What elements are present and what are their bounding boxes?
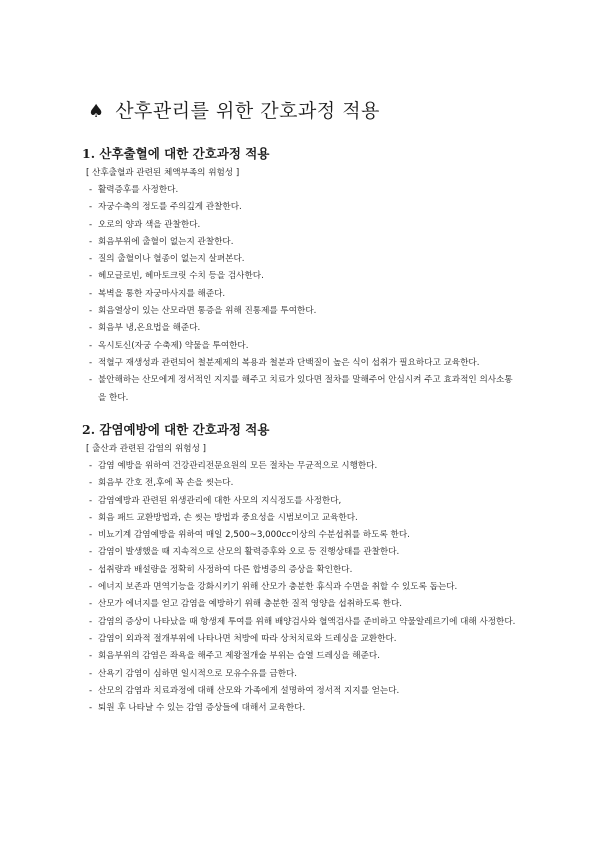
list-item: - 적혈구 재생성과 관련되어 철분제제의 복용과 철분과 단백질이 높은 식이 섭취가 필요하다고 교육한다. xyxy=(82,355,522,372)
list-item: - 오로의 양과 색을 관찰한다. xyxy=(82,217,522,234)
list-item: - 옥시토신(자궁 수축제) 약물을 투여한다. xyxy=(82,338,522,355)
list-item: - 감염의 증상이 나타났을 때 항생제 투여를 위해 배양검사와 혈액검사를 준비하고 약물알레르기에 대해 사정한다. xyxy=(82,614,522,631)
list-item: - 감염이 외과적 절개부위에 나타나면 처방에 따라 상처치료와 드레싱을 교환한다. xyxy=(82,631,522,648)
page-title-text: 산후관리를 위한 간호과정 적용 xyxy=(115,100,380,122)
page-title xyxy=(88,96,380,123)
list-item: - 감염예방과 관련된 위생관리에 대한 사모의 지식정도를 사정한다, xyxy=(82,493,522,510)
list-item: - 산모가 에너지를 얻고 감염을 예방하기 위해 충분한 질적 영양을 섭취하도록 한다. xyxy=(82,596,522,613)
section-infection-prevention xyxy=(82,419,522,717)
list-item: - 비뇨기계 감염예방을 위하여 매일 2,500~3,000cc이상의 수분섭취를 하도록 한다. xyxy=(82,527,522,544)
list-item: - 회음부위에 출혈이 없는지 관찰한다. xyxy=(82,234,522,251)
spade-icon: ♠ xyxy=(88,101,105,122)
list-item: - 회음부 간호 전,후에 꼭 손을 씻는다. xyxy=(82,475,522,492)
list-item: - 회음부위의 감염은 좌욕을 해주고 제왕절개술 부위는 습열 드레싱을 해준다. xyxy=(82,648,522,665)
section-subheading: [ 출산과 관련된 감염의 위험성 ] xyxy=(86,444,206,454)
list-item: - 질의 출혈이나 혈종이 없는지 살펴본다. xyxy=(82,251,522,268)
list-item: - 복벽을 통한 자궁마사지를 해준다. xyxy=(82,286,522,303)
list-item: - 산모의 감염과 치료과정에 대해 산모와 가족에게 설명하여 정서적 지지를 얻는다. xyxy=(82,683,522,700)
list-item: - 감염 예방을 위하여 건강관리전문요원의 모든 절차는 무균적으로 시행한다. xyxy=(82,458,522,475)
item-list xyxy=(82,182,522,407)
section-postpartum-hemorrhage xyxy=(82,143,522,407)
list-item: - 자궁수축의 정도를 주의깊게 관찰한다. xyxy=(82,199,522,216)
list-item: - 불안해하는 산모에게 정서적인 지지를 해주고 치료가 있다면 절차를 말해주어 안심시켜 주고 효과적인 의사소통을 한다. xyxy=(82,372,522,407)
item-list xyxy=(82,458,522,717)
section-subheading: [ 산후출혈과 관련된 체액부족의 위험성 ] xyxy=(86,168,240,178)
list-item: - 회음 패드 교환방법과, 손 씻는 방법과 중요성을 시범보이고 교육한다. xyxy=(82,510,522,527)
list-item: - 헤모글로빈, 헤마토크릿 수치 등을 검사한다. xyxy=(82,268,522,285)
section-heading: 2. 감염예방에 대한 간호과정 적용 xyxy=(82,422,270,437)
list-item: - 회음부 냉,온요법을 해준다. xyxy=(82,320,522,337)
section-heading: 1. 산후출혈에 대한 간호과정 적용 xyxy=(82,146,270,161)
list-item: - 에너지 보존과 면역기능을 강화시키기 위해 산모가 충분한 휴식과 수면을 취할 수 있도록 돕는다. xyxy=(82,579,522,596)
list-item: - 회음열상이 있는 산모라면 통증을 위해 진통제를 투여한다. xyxy=(82,303,522,320)
list-item: - 활력증후를 사정한다. xyxy=(82,182,522,199)
list-item: - 감염이 발생했을 때 지속적으로 산모의 활력증후와 오로 등 진행상태를 관찰한다. xyxy=(82,544,522,561)
list-item: - 퇴원 후 나타날 수 있는 감염 증상들에 대해서 교육한다. xyxy=(82,700,522,717)
list-item: - 산욕기 감염이 심하면 일시적으로 모유수유를 금한다. xyxy=(82,666,522,683)
list-item: - 섭취량과 배설량을 정확히 사정하여 다른 합병증의 증상을 확인한다. xyxy=(82,562,522,579)
